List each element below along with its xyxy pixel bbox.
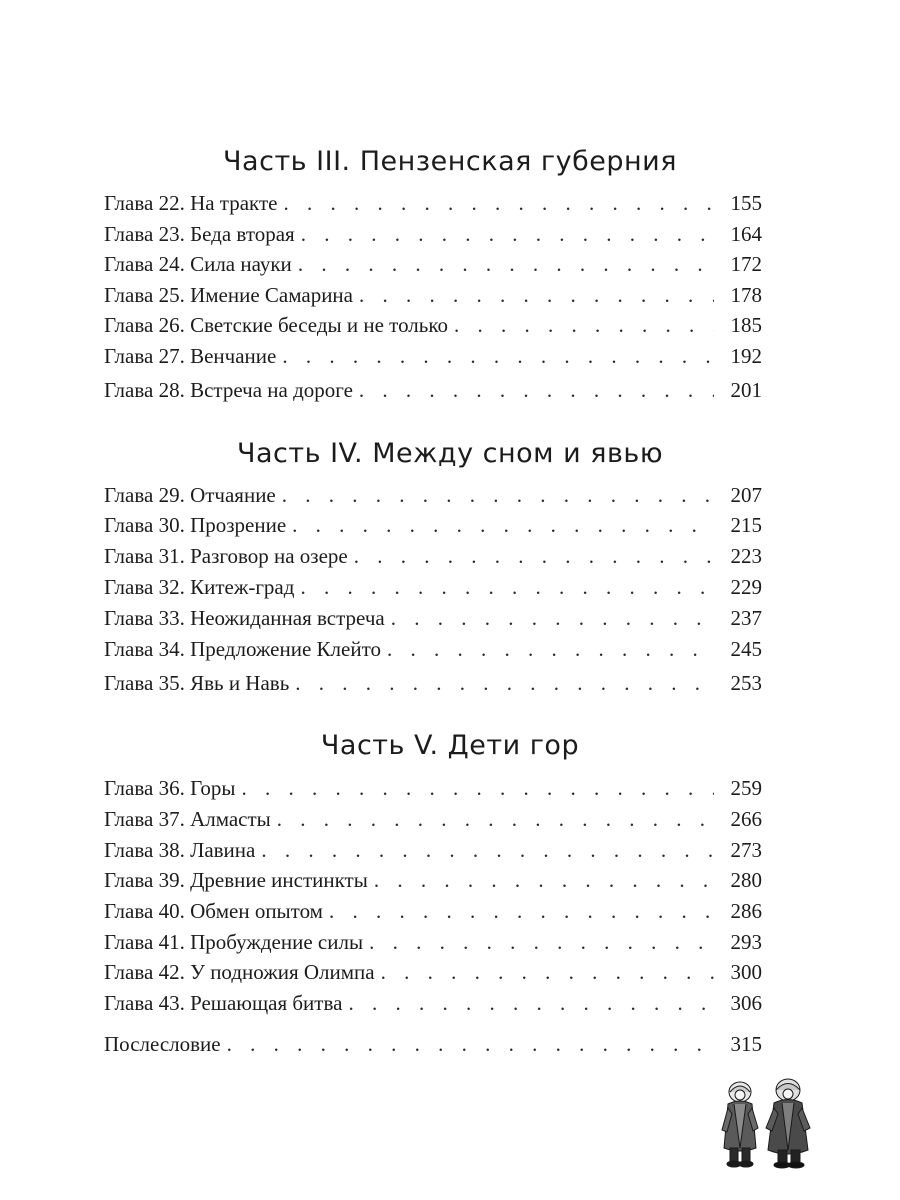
part-3-title: Часть III. Пензенская губерния	[223, 146, 677, 177]
two-figures-in-winter-coats-icon	[712, 1078, 820, 1174]
toc-entry[interactable]	[104, 837, 762, 863]
page-number: 164	[730, 222, 762, 246]
dot-leader	[454, 312, 714, 338]
chapter-title: Глава 24. Сила науки	[104, 252, 292, 276]
dot-leader	[282, 343, 714, 369]
toc-entry[interactable]	[104, 512, 762, 538]
part-5-title: Часть V. Дети гор	[320, 730, 580, 761]
dot-leader	[282, 482, 714, 508]
chapter-title: Глава 40. Обмен опытом	[104, 899, 323, 923]
toc-entry[interactable]	[104, 605, 762, 631]
page-number: 237	[730, 606, 762, 630]
chapter-title: Глава 38. Лавина	[104, 838, 256, 862]
chapter-title: Глава 37. Алмасты	[104, 807, 271, 831]
toc-entry-afterword[interactable]	[104, 1031, 762, 1057]
dot-leader	[241, 775, 714, 801]
chapter-title: Глава 34. Предложение Клейто	[104, 637, 381, 661]
dot-leader	[359, 282, 714, 308]
dot-leader	[374, 867, 714, 893]
dot-leader	[284, 190, 715, 216]
chapter-title: Глава 41. Пробуждение силы	[104, 930, 364, 954]
toc-entry[interactable]	[104, 806, 762, 832]
page-number: 245	[730, 637, 762, 661]
page-number: 201	[730, 378, 762, 402]
page-number: 286	[730, 899, 762, 923]
chapter-title: Глава 32. Китеж-град	[104, 575, 295, 599]
chapter-title: Глава 26. Светские беседы и не только	[104, 313, 448, 337]
page-number: 280	[730, 868, 762, 892]
page-number: 155	[730, 191, 762, 215]
chapter-title: Глава 22. На тракте	[104, 191, 278, 215]
dot-leader	[387, 636, 714, 662]
page-number: 178	[730, 283, 762, 307]
afterword-title: Послесловие	[104, 1032, 221, 1056]
dot-leader	[381, 959, 714, 985]
toc-entry[interactable]	[104, 867, 762, 893]
toc-entry[interactable]	[104, 636, 762, 662]
dot-leader	[277, 806, 714, 832]
page-number: 315	[730, 1032, 762, 1056]
dot-leader	[369, 929, 714, 955]
dot-leader	[348, 990, 714, 1016]
chapter-title: Глава 30. Прозрение	[104, 513, 287, 537]
toc-entry[interactable]	[104, 282, 762, 308]
page-number: 192	[730, 344, 762, 368]
chapter-title: Глава 27. Венчание	[104, 344, 277, 368]
page-number: 306	[730, 991, 762, 1015]
chapter-title: Глава 29. Отчаяние	[104, 483, 276, 507]
page-number: 207	[730, 483, 762, 507]
dot-leader	[359, 377, 714, 403]
page-number: 259	[730, 776, 762, 800]
toc-entry[interactable]	[104, 312, 762, 338]
chapter-title: Глава 39. Древние инстинкты	[104, 868, 368, 892]
chapter-title: Глава 43. Решающая битва	[104, 991, 343, 1015]
toc-entry[interactable]	[104, 251, 762, 277]
dot-leader	[298, 251, 714, 277]
dot-leader	[354, 543, 714, 569]
page-number: 185	[730, 313, 762, 337]
chapter-title: Глава 25. Имение Самарина	[104, 283, 353, 307]
chapter-title: Глава 42. У подножия Олимпа	[104, 960, 375, 984]
toc-entry[interactable]	[104, 898, 762, 924]
chapter-title: Глава 33. Неожиданная встреча	[104, 606, 385, 630]
dot-leader	[329, 898, 714, 924]
toc-entry[interactable]	[104, 990, 762, 1016]
chapter-title: Глава 35. Явь и Навь	[104, 671, 290, 695]
toc-entry[interactable]	[104, 775, 762, 801]
toc-entry[interactable]	[104, 543, 762, 569]
dot-leader	[301, 221, 714, 247]
dot-leader	[391, 605, 714, 631]
toc-entry[interactable]	[104, 574, 762, 600]
page-number: 273	[730, 838, 762, 862]
page-number: 266	[730, 807, 762, 831]
dot-leader	[227, 1031, 714, 1057]
toc-entry[interactable]	[104, 190, 762, 216]
toc-entry[interactable]	[104, 377, 762, 403]
chapter-title: Глава 31. Разговор на озере	[104, 544, 348, 568]
chapter-title: Глава 28. Встреча на дороге	[104, 378, 353, 402]
page-number: 253	[730, 671, 762, 695]
part-4-title: Часть IV. Между сном и явью	[236, 438, 664, 469]
dot-leader	[292, 512, 714, 538]
toc-entry[interactable]	[104, 959, 762, 985]
dot-leader	[300, 574, 714, 600]
dot-leader	[261, 837, 714, 863]
toc-entry[interactable]	[104, 670, 762, 696]
toc-entry[interactable]	[104, 221, 762, 247]
page-number: 223	[730, 544, 762, 568]
page-number: 172	[730, 252, 762, 276]
toc-entry[interactable]	[104, 929, 762, 955]
page-number: 300	[730, 960, 762, 984]
toc-entry[interactable]	[104, 482, 762, 508]
dot-leader	[295, 670, 714, 696]
page-number: 229	[730, 575, 762, 599]
page-number: 293	[730, 930, 762, 954]
page-number: 215	[730, 513, 762, 537]
toc-entry[interactable]	[104, 343, 762, 369]
chapter-title: Глава 36. Горы	[104, 776, 236, 800]
chapter-title: Глава 23. Беда вторая	[104, 222, 295, 246]
